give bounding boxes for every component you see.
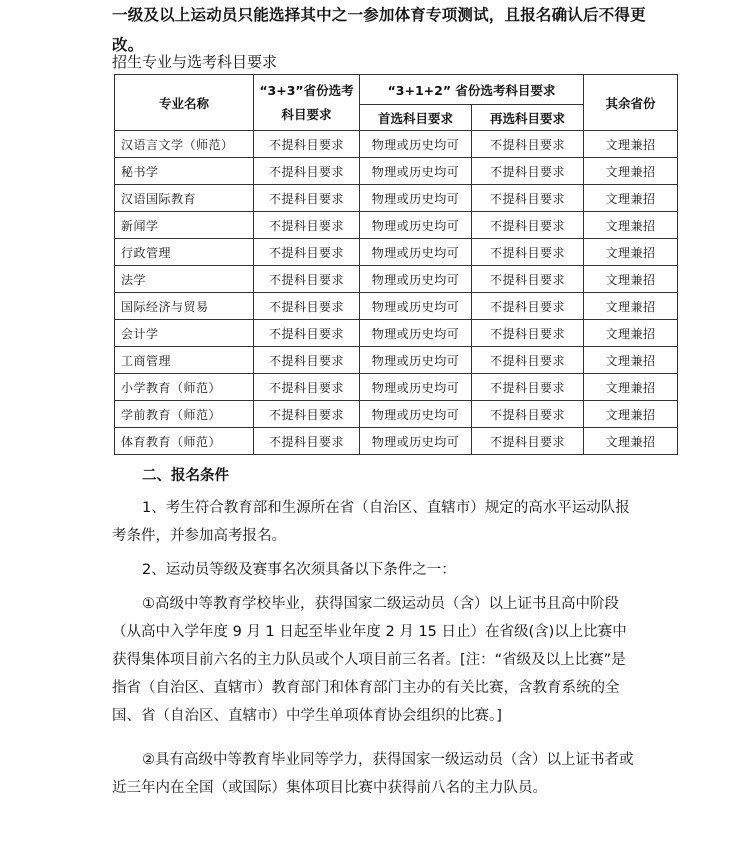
major-name-cell: 秘书学 — [115, 158, 254, 185]
req33-cell: 不提科目要求 — [254, 320, 360, 347]
table-row — [115, 212, 678, 239]
first-choice-cell: 物理或历史均可 — [360, 401, 472, 428]
header-3plus3 — [254, 75, 360, 131]
second-choice-cell: 不提科目要求 — [472, 401, 584, 428]
table-row — [115, 239, 678, 266]
condition-paragraph-1: 1、考生符合教育部和生源所在省（自治区、直辖市）规定的高水平运动队报考条件，并参加高考报名。 — [112, 500, 630, 544]
table-caption: 招生专业与选考科目要求 — [112, 53, 278, 71]
header-second-choice: 再选科目要求 — [472, 105, 584, 131]
second-choice-cell: 不提科目要求 — [472, 428, 584, 455]
second-choice-cell: 不提科目要求 — [472, 131, 584, 158]
major-name-cell: 行政管理 — [115, 239, 254, 266]
major-name-cell: 国际经济与贸易 — [115, 293, 254, 320]
header-major-name: 专业名称 — [115, 75, 254, 131]
header-first-choice: 首选科目要求 — [360, 105, 472, 131]
other-provinces-cell: 文理兼招 — [584, 320, 678, 347]
req33-cell: 不提科目要求 — [254, 158, 360, 185]
other-provinces-cell: 文理兼招 — [584, 131, 678, 158]
other-provinces-cell: 文理兼招 — [584, 185, 678, 212]
second-choice-cell: 不提科目要求 — [472, 347, 584, 374]
table-row — [115, 266, 678, 293]
table-row — [115, 401, 678, 428]
table-row — [115, 347, 678, 374]
req33-cell: 不提科目要求 — [254, 428, 360, 455]
intro-line-1: 一级及以上运动员只能选择其中之一参加体育专项测试，且报名确认后不得更 — [112, 6, 646, 24]
table-row — [115, 320, 678, 347]
first-choice-cell: 物理或历史均可 — [360, 212, 472, 239]
major-name-cell: 会计学 — [115, 320, 254, 347]
first-choice-cell: 物理或历史均可 — [360, 347, 472, 374]
req33-cell: 不提科目要求 — [254, 401, 360, 428]
table-body — [115, 131, 678, 455]
first-choice-cell: 物理或历史均可 — [360, 239, 472, 266]
first-choice-cell: 物理或历史均可 — [360, 185, 472, 212]
major-name-cell: 体育教育（师范） — [115, 428, 254, 455]
other-provinces-cell: 文理兼招 — [584, 212, 678, 239]
major-name-cell: 法学 — [115, 266, 254, 293]
major-name-cell: 汉语言文学（师范） — [115, 131, 254, 158]
condition-paragraph-3: ①高级中等教育学校毕业，获得国家二级运动员（含）以上证书且高中阶段（从高中入学年度 9 月 1 日起至毕业年度 2 月 15 日止）在省级(含)以上比赛中获得集体项目前六名的主力队员或个人项目前三名者。[注：“省级及以上比赛”是指省（自治区、直辖市）教育部门和体育部门主办的有关比赛，含教育系统的全国、省（自治区、直辖市）中学生单项体育协会组织的比赛。] — [112, 596, 627, 724]
req33-cell: 不提科目要求 — [254, 131, 360, 158]
other-provinces-cell: 文理兼招 — [584, 293, 678, 320]
header-3plus1plus2: “3+1+2” 省份选考科目要求 — [360, 75, 584, 105]
first-choice-cell: 物理或历史均可 — [360, 428, 472, 455]
condition-paragraph-2: 2、运动员等级及赛事名次须具备以下条件之一： — [142, 562, 456, 578]
table-row — [115, 293, 678, 320]
first-choice-cell: 物理或历史均可 — [360, 131, 472, 158]
header-3plus3-line2: 科目要求 — [281, 106, 332, 122]
second-choice-cell: 不提科目要求 — [472, 158, 584, 185]
other-provinces-cell: 文理兼招 — [584, 401, 678, 428]
table-row — [115, 428, 678, 455]
second-choice-cell: 不提科目要求 — [472, 266, 584, 293]
other-provinces-cell: 文理兼招 — [584, 239, 678, 266]
req33-cell: 不提科目要求 — [254, 266, 360, 293]
req33-cell: 不提科目要求 — [254, 293, 360, 320]
table-row — [115, 374, 678, 401]
second-choice-cell: 不提科目要求 — [472, 239, 584, 266]
major-name-cell: 小学教育（师范） — [115, 374, 254, 401]
req33-cell: 不提科目要求 — [254, 347, 360, 374]
header-other-provinces: 其余省份 — [584, 75, 678, 131]
other-provinces-cell: 文理兼招 — [584, 347, 678, 374]
first-choice-cell: 物理或历史均可 — [360, 158, 472, 185]
other-provinces-cell: 文理兼招 — [584, 428, 678, 455]
section-heading: 二、报名条件 — [142, 468, 229, 484]
second-choice-cell: 不提科目要求 — [472, 320, 584, 347]
first-choice-cell: 物理或历史均可 — [360, 374, 472, 401]
second-choice-cell: 不提科目要求 — [472, 293, 584, 320]
first-choice-cell: 物理或历史均可 — [360, 293, 472, 320]
major-name-cell: 工商管理 — [115, 347, 254, 374]
table-row — [115, 158, 678, 185]
first-choice-cell: 物理或历史均可 — [360, 266, 472, 293]
condition-paragraph-4: ②具有高级中等教育毕业同等学力，获得国家一级运动员（含）以上证书者或近三年内在全国（或国际）集体项目比赛中获得前八名的主力队员。 — [112, 752, 634, 796]
table-row — [115, 185, 678, 212]
req33-cell: 不提科目要求 — [254, 374, 360, 401]
header-3plus3-line1: “3+3”省份选考 — [259, 82, 354, 98]
first-choice-cell: 物理或历史均可 — [360, 320, 472, 347]
other-provinces-cell: 文理兼招 — [584, 266, 678, 293]
major-name-cell: 学前教育（师范） — [115, 401, 254, 428]
req33-cell: 不提科目要求 — [254, 212, 360, 239]
second-choice-cell: 不提科目要求 — [472, 185, 584, 212]
intro-paragraph — [112, 0, 672, 60]
second-choice-cell: 不提科目要求 — [472, 374, 584, 401]
second-choice-cell: 不提科目要求 — [472, 212, 584, 239]
req33-cell: 不提科目要求 — [254, 239, 360, 266]
other-provinces-cell: 文理兼招 — [584, 158, 678, 185]
intro-line-2: 改。 — [112, 36, 144, 54]
major-name-cell: 汉语国际教育 — [115, 185, 254, 212]
table-row — [115, 131, 678, 158]
major-name-cell: 新闻学 — [115, 212, 254, 239]
other-provinces-cell: 文理兼招 — [584, 374, 678, 401]
req33-cell: 不提科目要求 — [254, 185, 360, 212]
subject-requirements-table — [114, 74, 678, 455]
